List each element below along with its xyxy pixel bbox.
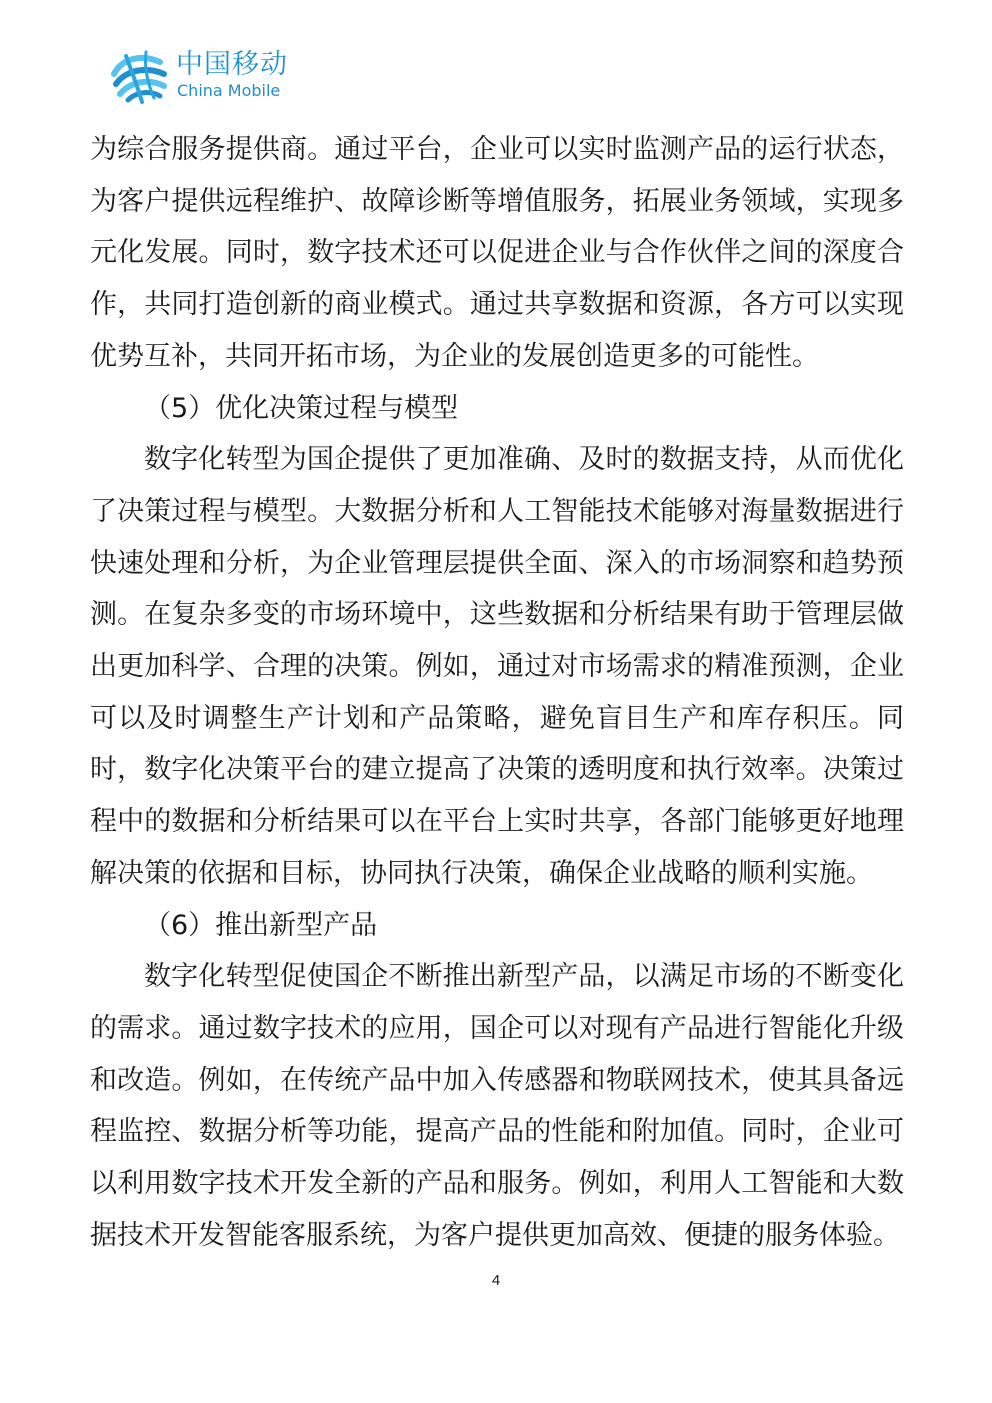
document-body [90, 124, 904, 1261]
logo-text-cn: 中国移动 [176, 49, 288, 80]
paragraph-continued: 为综合服务提供商。通过平台，企业可以实时监测产品的运行状态，为客户提供远程维护、故障诊断等增值服务，拓展业务领域，实现多元化发展。同时，数字技术还可以促进企业与合作伙伴之间的深度合作，共同打造创新的商业模式。通过共享数据和资源，各方可以实现优势互补，共同开拓市场，为企业的发展创造更多的可能性。 [90, 134, 904, 372]
section-heading-5: （5）优化决策过程与模型 [144, 392, 459, 424]
china-mobile-logo [108, 44, 308, 108]
logo-text-en: China Mobile [177, 81, 281, 100]
china-mobile-logo-icon [108, 44, 170, 106]
paragraph-decision-optimization: 数字化转型为国企提供了更加准确、及时的数据支持，从而优化了决策过程与模型。大数据分析和人工智能技术能够对海量数据进行快速处理和分析，为企业管理层提供全面、深入的市场洞察和趋势预测。在复杂多变的市场环境中，这些数据和分析结果有助于管理层做出更加科学、合理的决策。例如，通过对市场需求的精准预测，企业可以及时调整生产计划和产品策略，避免盲目生产和库存积压。同时，数字化决策平台的建立提高了决策的透明度和执行效率。决策过程中的数据和分析结果可以在平台上实时共享，各部门能够更好地理解决策的依据和目标，协同执行决策，确保企业战略的顺利实施。 [90, 444, 904, 889]
paragraph-new-products: 数字化转型促使国企不断推出新型产品，以满足市场的不断变化的需求。通过数字技术的应用，国企可以对现有产品进行智能化升级和改造。例如，在传统产品中加入传感器和物联网技术，使其具备远程监控、数据分析等功能，提高产品的性能和附加值。同时，企业可以利用数字技术开发全新的产品和服务。例如，利用人工智能和大数据技术开发智能客服系统，为客户提供更加高效、便捷的服务体验。 [90, 961, 904, 1251]
page-number: 4 [491, 1272, 501, 1289]
section-heading-6: （6）推出新型产品 [144, 909, 378, 941]
